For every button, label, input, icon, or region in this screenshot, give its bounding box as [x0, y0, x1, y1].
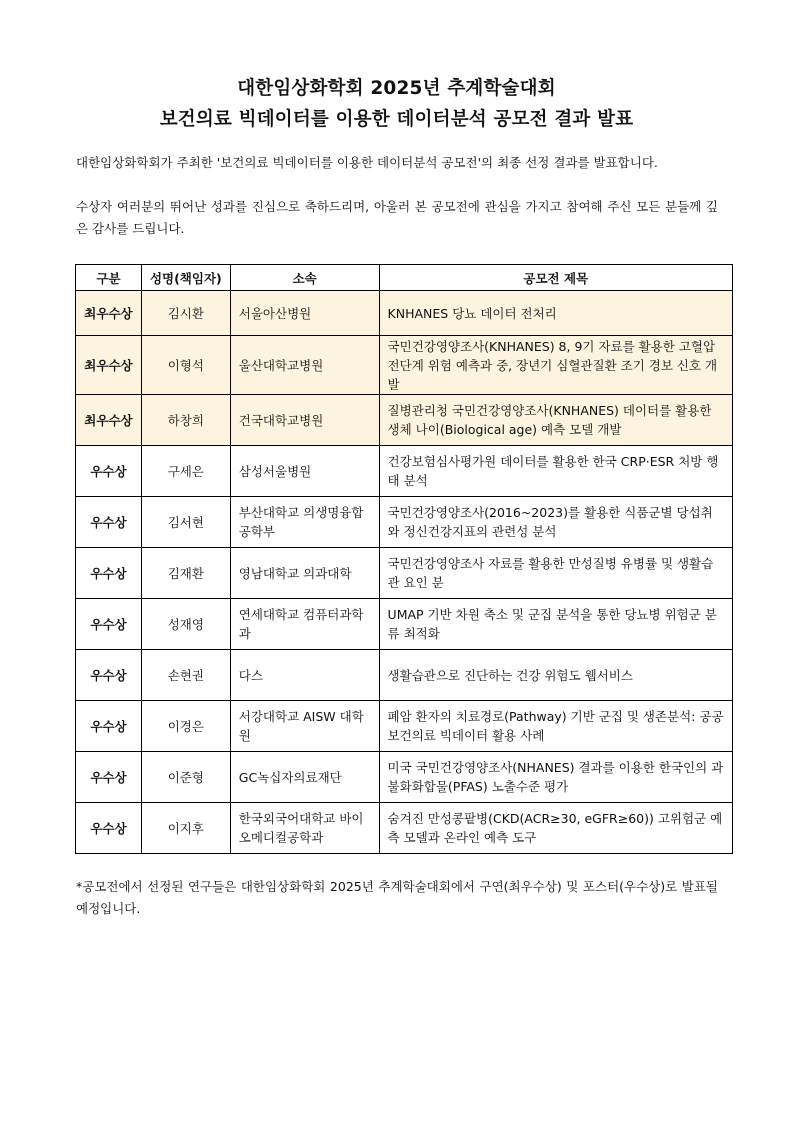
award-category: 우수상	[76, 497, 142, 548]
table-row	[76, 395, 733, 446]
header-category: 구분	[76, 265, 142, 291]
awardee-affiliation: 부산대학교 의생명융합공학부	[230, 497, 379, 548]
awardee-affiliation: 다스	[230, 650, 379, 701]
award-category: 최우수상	[76, 291, 142, 336]
project-title: 폐암 환자의 치료경로(Pathway) 기반 군집 및 생존분석: 공공 보건의료 빅데이터 활용 사례	[379, 701, 732, 752]
table-row	[76, 650, 733, 701]
awardee-affiliation: 서울아산병원	[230, 291, 379, 336]
awardee-name: 이지후	[141, 803, 230, 854]
table-row	[76, 548, 733, 599]
project-title: 국민건강영양조사(2016~2023)를 활용한 식품군별 당섭취와 정신건강지표의 관련성 분석	[379, 497, 732, 548]
header-affiliation: 소속	[230, 265, 379, 291]
project-title: 건강보험심사평가원 데이터를 활용한 한국 CRP·ESR 처방 행태 분석	[379, 446, 732, 497]
awardee-affiliation: 연세대학교 컴퓨터과학과	[230, 599, 379, 650]
award-category: 우수상	[76, 701, 142, 752]
project-title: 숨겨진 만성콩팥병(CKD(ACR≥30, eGFR≥60)) 고위험군 예측 모델과 온라인 예측 도구	[379, 803, 732, 854]
award-category: 최우수상	[76, 336, 142, 395]
awardee-name: 구세은	[141, 446, 230, 497]
award-category: 최우수상	[76, 395, 142, 446]
header-title: 공모전 제목	[379, 265, 732, 291]
awardee-name: 김서현	[141, 497, 230, 548]
intro-paragraph-2: 수상자 여러분의 뛰어난 성과를 진심으로 축하드리며, 아울러 본 공모전에 관심을 가지고 참여해 주신 모든 분들께 깊은 감사를 드립니다.	[76, 199, 718, 236]
project-title: 국민건강영양조사(KNHANES) 8, 9기 자료를 활용한 고혈압 전단계 위험 예측과 중, 장년기 심혈관질환 조기 경보 신호 개발	[379, 336, 732, 395]
awardee-affiliation: 울산대학교병원	[230, 336, 379, 395]
awardee-name: 성재영	[141, 599, 230, 650]
award-category: 우수상	[76, 650, 142, 701]
awardee-name: 김재환	[141, 548, 230, 599]
table-row	[76, 701, 733, 752]
project-title: 질병관리청 국민건강영양조사(KNHANES) 데이터를 활용한 생체 나이(Biological age) 예측 모델 개발	[379, 395, 732, 446]
table-row	[76, 599, 733, 650]
award-category: 우수상	[76, 803, 142, 854]
award-category: 우수상	[76, 599, 142, 650]
awardee-name: 이형석	[141, 336, 230, 395]
document-title: 대한임상화학회 2025년 추계학술대회	[237, 78, 556, 99]
intro-paragraph-1: 대한임상화학회가 주최한 '보건의료 빅데이터를 이용한 데이터분석 공모전'의 최종 선정 결과를 발표합니다.	[76, 155, 658, 170]
award-category: 우수상	[76, 548, 142, 599]
footnote: *공모전에서 선정된 연구들은 대한임상화학회 2025년 추계학술대회에서 구연(최우수상) 및 포스터(우수상)로 발표될 예정입니다.	[76, 879, 718, 916]
project-title: UMAP 기반 차원 축소 및 군집 분석을 통한 당뇨병 위험군 분류 최적화	[379, 599, 732, 650]
awardee-name: 하창희	[141, 395, 230, 446]
table-row	[76, 752, 733, 803]
awardee-affiliation: 영남대학교 의과대학	[230, 548, 379, 599]
project-title: KNHANES 당뇨 데이터 전처리	[379, 291, 732, 336]
project-title: 국민건강영양조사 자료를 활용한 만성질병 유병률 및 생활습관 요인 분	[379, 548, 732, 599]
results-table	[75, 264, 733, 854]
table-row	[76, 446, 733, 497]
document-subtitle: 보건의료 빅데이터를 이용한 데이터분석 공모전 결과 발표	[159, 109, 634, 130]
awardee-name: 김시환	[141, 291, 230, 336]
awardee-name: 이경은	[141, 701, 230, 752]
project-title: 미국 국민건강영양조사(NHANES) 결과를 이용한 한국인의 과불화화합물(PFAS) 노출수준 평가	[379, 752, 732, 803]
table-row	[76, 291, 733, 336]
header-name: 성명(책임자)	[141, 265, 230, 291]
table-header-row	[76, 265, 733, 291]
table-row	[76, 497, 733, 548]
awardee-affiliation: 서강대학교 AISW 대학원	[230, 701, 379, 752]
awardee-affiliation: GC녹십자의료재단	[230, 752, 379, 803]
project-title: 생활습관으로 진단하는 건강 위험도 웹서비스	[379, 650, 732, 701]
table-row	[76, 336, 733, 395]
awardee-name: 이준형	[141, 752, 230, 803]
awardee-affiliation: 한국외국어대학교 바이오메디컬공학과	[230, 803, 379, 854]
award-category: 우수상	[76, 752, 142, 803]
awardee-name: 손현권	[141, 650, 230, 701]
award-category: 우수상	[76, 446, 142, 497]
awardee-affiliation: 건국대학교병원	[230, 395, 379, 446]
awardee-affiliation: 삼성서울병원	[230, 446, 379, 497]
table-row	[76, 803, 733, 854]
